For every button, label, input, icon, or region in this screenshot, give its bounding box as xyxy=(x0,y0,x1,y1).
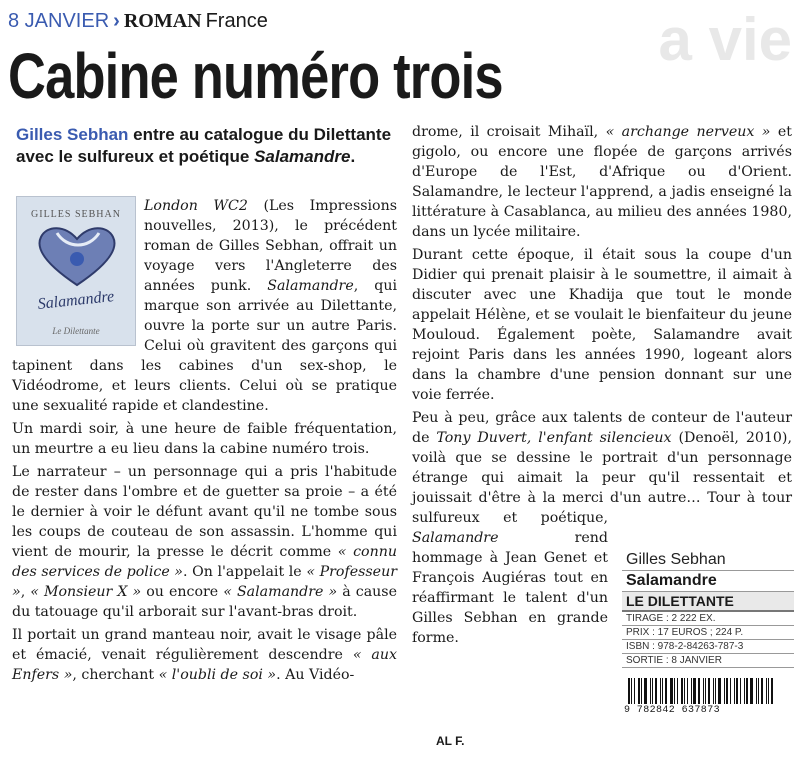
column-left xyxy=(12,196,397,688)
barcode-bar xyxy=(734,678,735,704)
barcode-bar xyxy=(660,678,661,704)
col1-paragraph-1: London WC2 (Les Impressions nouvelles, 2013), le précédent roman de Gilles Sebhan, offrait un voyage vers l'Angleterre des années punk. Salamandre, qui marque son arrivée au Dilettante, ouvre la porte sur un autre Paris. Celui où gravitent des garçons qui tapinent dans les cabines d'un sex-shop, le Vidéodrome, et leurs clients. Celui où se pratique une sexualité rapide et clandestine. xyxy=(12,198,398,414)
cover-publisher: Le Dilettante xyxy=(52,326,100,336)
barcode-bar xyxy=(665,678,667,704)
infobox-isbn: ISBN : 978-2-84263-787-3 xyxy=(622,640,794,654)
barcode-bar xyxy=(713,678,714,704)
kicker-separator: › xyxy=(113,10,120,32)
infobox-publisher: LE DILETTANTE xyxy=(622,592,794,612)
barcode-bar xyxy=(746,678,748,704)
infobox-author: Gilles Sebhan xyxy=(622,550,794,571)
cover-heart-illustration xyxy=(27,219,127,291)
deck-text-1: entre au catalogue du Dilettante avec le sulfureux et poétique xyxy=(16,125,392,166)
barcode-bar xyxy=(771,678,773,704)
barcode-bar xyxy=(705,678,706,704)
col1-paragraph-3: Le narrateur – un personnage qui a pris l'habitude de rester dans l'ombre et de guetter sa proie – a été le dernier à voir le défunt avant qu'il ne tombe sous les coups de couteau de son assassin. L'homme qui vient de mourir, la presse le décrit comme « connu des services de police ». On l'appelait le « Professeur », « Monsieur X » ou encore « Salamandre » à cause du tatouage qu'il arborait sur l'avant-bras droit. xyxy=(12,464,397,620)
barcode-bar xyxy=(691,678,692,704)
cover-title: Salamandre xyxy=(36,288,115,313)
barcode-bar xyxy=(724,678,725,704)
barcode-bar xyxy=(740,678,741,704)
deck-text-2: . xyxy=(350,147,356,166)
infobox-book: Salamandre xyxy=(622,571,794,592)
barcode-bar xyxy=(715,678,716,704)
infobox-prix: PRIX : 17 EUROS ; 224 P. xyxy=(622,626,794,640)
barcode-bar xyxy=(708,678,710,704)
barcode xyxy=(622,676,794,704)
barcode-bar xyxy=(730,678,731,704)
barcode-bar xyxy=(750,678,753,704)
barcode-bar xyxy=(655,678,657,704)
barcode-bar xyxy=(628,678,630,704)
barcode-bar xyxy=(631,678,632,704)
barcode-number: 9 782842 637873 xyxy=(624,705,721,716)
barcode-bar xyxy=(726,678,728,704)
infobox-tirage: TIRAGE : 2 222 EX. xyxy=(622,612,794,626)
article-title: Cabine numéro trois xyxy=(8,40,503,112)
kicker xyxy=(8,8,268,33)
background-ghost-text: a vie xyxy=(658,6,792,73)
barcode-bar xyxy=(650,678,651,704)
col2-paragraph-3: Peu à peu, grâce aux talents de conteur de l'auteur de Tony Duvert, l'enfant silencieux (Denoël, 2010), voilà que se dessine le portrait d'un personnage étrange qui aimait la peur qu'il ressentait et jouissait d'être à la merci d'un autre… Tour à tour sulfureux et poétique, Salamandre rend hommage à Jean Genet et François Augiéras tout en réaffirmant le talent d'un Gilles Sebhan en grande forme. xyxy=(412,408,792,648)
article-deck xyxy=(16,124,396,168)
deck-book: Salamandre xyxy=(254,147,351,166)
barcode-bar xyxy=(744,678,745,704)
barcode-bar xyxy=(634,678,635,704)
deck-author: Gilles Sebhan xyxy=(16,125,129,144)
col1-paragraph-4: Il portait un grand manteau noir, avait le visage pâle et émacié, venait régulièrement descendre « aux Enfers », cherchant « l'oubli de soi ». Au Vidéo- xyxy=(12,627,397,683)
barcode-bar xyxy=(641,678,642,704)
barcode-bar xyxy=(693,678,696,704)
barcode-bar xyxy=(638,678,640,704)
barcode-bar xyxy=(736,678,738,704)
kicker-country: France xyxy=(205,10,268,32)
col2-paragraph-1: drome, il croisait Mihaïl, « archange nerveux » et gigolo, ou encore une flopée de garçons arrivés d'Europe de l'Est, d'Afrique ou d'Orient. Salamandre, le lecteur l'apprend, a jadis enseigné la littérature à Casablanca, au milieu des années 1980, dans un lycée militaire. xyxy=(412,124,793,240)
cover-author: GILLES SEBHAN xyxy=(31,209,121,220)
col1-paragraph-2: Un mardi soir, à une heure de faible fréquentation, un meurtre a eu lieu dans la cabine numéro trois. xyxy=(12,421,397,457)
barcode-bar xyxy=(718,678,721,704)
barcode-bar xyxy=(766,678,767,704)
barcode-bar xyxy=(681,678,683,704)
barcode-bar xyxy=(677,678,678,704)
book-cover xyxy=(16,196,136,346)
barcode-bar xyxy=(644,678,647,704)
author-signature: AL F. xyxy=(436,734,465,748)
barcode-bar xyxy=(684,678,685,704)
barcode-bar xyxy=(761,678,763,704)
infobox-sortie: SORTIE : 8 JANVIER xyxy=(622,654,794,668)
barcode-bar xyxy=(768,678,769,704)
col2-paragraph-2: Durant cette époque, il était sous la coupe d'un Didier qui prenait plaisir à le soumettre, il aimait à discuter avec une Khadija que tout le monde appelait Hélène, et se voulait le bienfaiteur du jeune Mouloud. Également poète, Salamandre avait rejoint Paris dans les années 1990, logeant alors dans la chambre d'une pension donnant sur une voie ferrée. xyxy=(412,247,792,403)
barcode-bar xyxy=(662,678,663,704)
barcode-bar xyxy=(703,678,704,704)
barcode-bar xyxy=(674,678,675,704)
barcode-bar xyxy=(698,678,700,704)
kicker-genre: ROMAN xyxy=(123,10,202,32)
barcode-bar xyxy=(652,678,653,704)
barcode-bar xyxy=(687,678,688,704)
kicker-date: 8 JANVIER xyxy=(8,10,110,32)
book-infobox xyxy=(622,550,794,716)
barcode-bar xyxy=(670,678,673,704)
barcode-bar xyxy=(758,678,759,704)
barcode-bar xyxy=(756,678,757,704)
